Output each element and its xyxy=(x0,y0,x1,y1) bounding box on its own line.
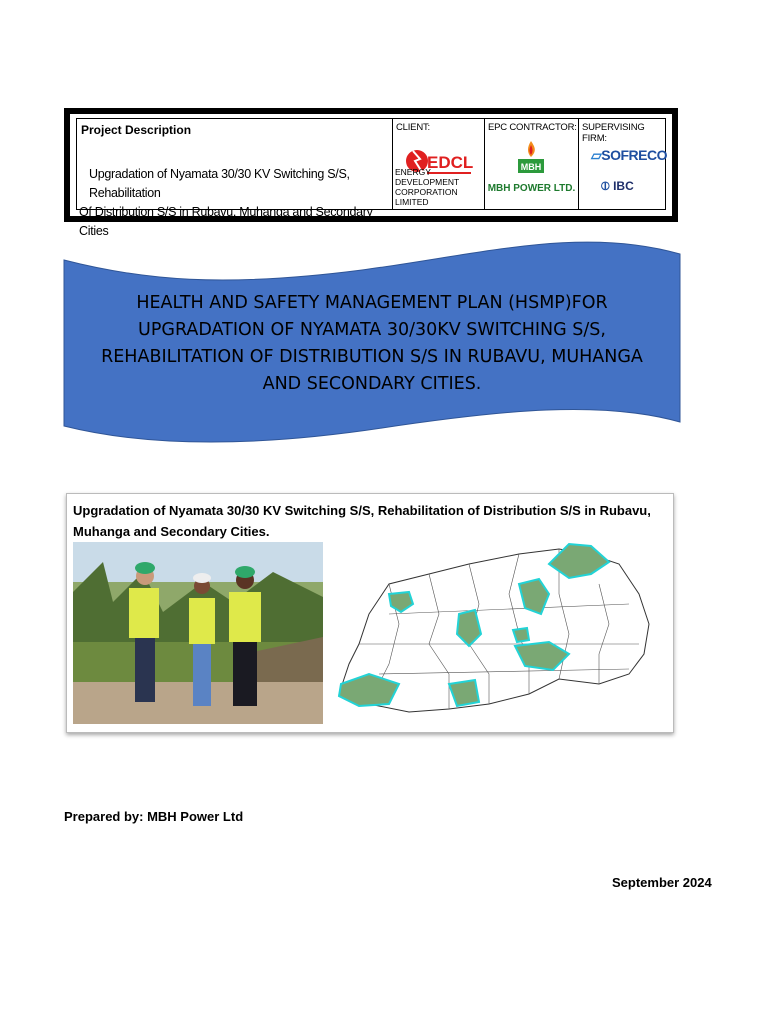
project-image-panel xyxy=(66,493,674,733)
project-header-table xyxy=(64,108,678,238)
project-description-cell xyxy=(77,119,393,238)
ibc-mark-icon: ⦶ xyxy=(601,179,610,193)
epc-contractor-cell xyxy=(485,119,579,209)
sofreco-logo-text: SOFRECO xyxy=(601,147,668,163)
client-name-line: ENERGY DEVELOPMENT xyxy=(395,167,460,187)
document-date: September 2024 xyxy=(612,875,712,890)
project-description-text xyxy=(79,165,391,241)
sofreco-mark-icon: ▱ xyxy=(591,147,602,163)
district-kicukiro xyxy=(513,628,529,642)
project-area-map xyxy=(329,534,669,730)
project-description-line: Upgradation of Nyamata 30/30 KV Switching S/S, Rehabilitation xyxy=(89,167,350,200)
client-label: CLIENT: xyxy=(396,122,430,133)
prepared-by: Prepared by: MBH Power Ltd xyxy=(64,809,244,824)
epc-label: EPC CONTRACTOR: xyxy=(488,122,577,133)
document-title: HEALTH AND SAFETY MANAGEMENT PLAN (HSMP)FOR UPGRADATION OF NYAMATA 30/30KV SWITCHING S/S, REHABILITATION OF DISTRIBUTION S/S IN RUBAVU, MUHANGA AND SECONDARY CITIES. xyxy=(101,293,643,394)
mbh-logo-text: MBH xyxy=(520,162,542,172)
ibc-logo-text: IBC xyxy=(613,179,634,193)
supervisor-label: SUPERVISING FIRM: xyxy=(582,122,645,144)
project-description-label: Project Description xyxy=(81,123,192,137)
client-cell xyxy=(393,119,485,209)
epc-name: MBH POWER LTD. xyxy=(487,183,576,194)
site-team-photo xyxy=(73,542,323,724)
sofreco-logo xyxy=(591,147,667,164)
header-grid xyxy=(76,118,668,238)
project-description-line: Of Distribution S/S in Rubavu, Muhanga and Secondary Cities xyxy=(79,205,373,238)
client-name-line: CORPORATION LIMITED xyxy=(395,187,458,207)
ibc-logo xyxy=(601,179,634,194)
supervising-firm-cell xyxy=(579,119,668,209)
client-name xyxy=(395,167,484,207)
panel-title: Upgradation of Nyamata 30/30 KV Switching S/S, Rehabilitation of Distribution S/S in Rubavu, Muhanga and Secondary Cities. xyxy=(73,503,651,539)
edcl-logo-text: EDCL xyxy=(427,153,474,172)
title-banner xyxy=(62,240,682,446)
mbh-logo xyxy=(515,139,547,184)
